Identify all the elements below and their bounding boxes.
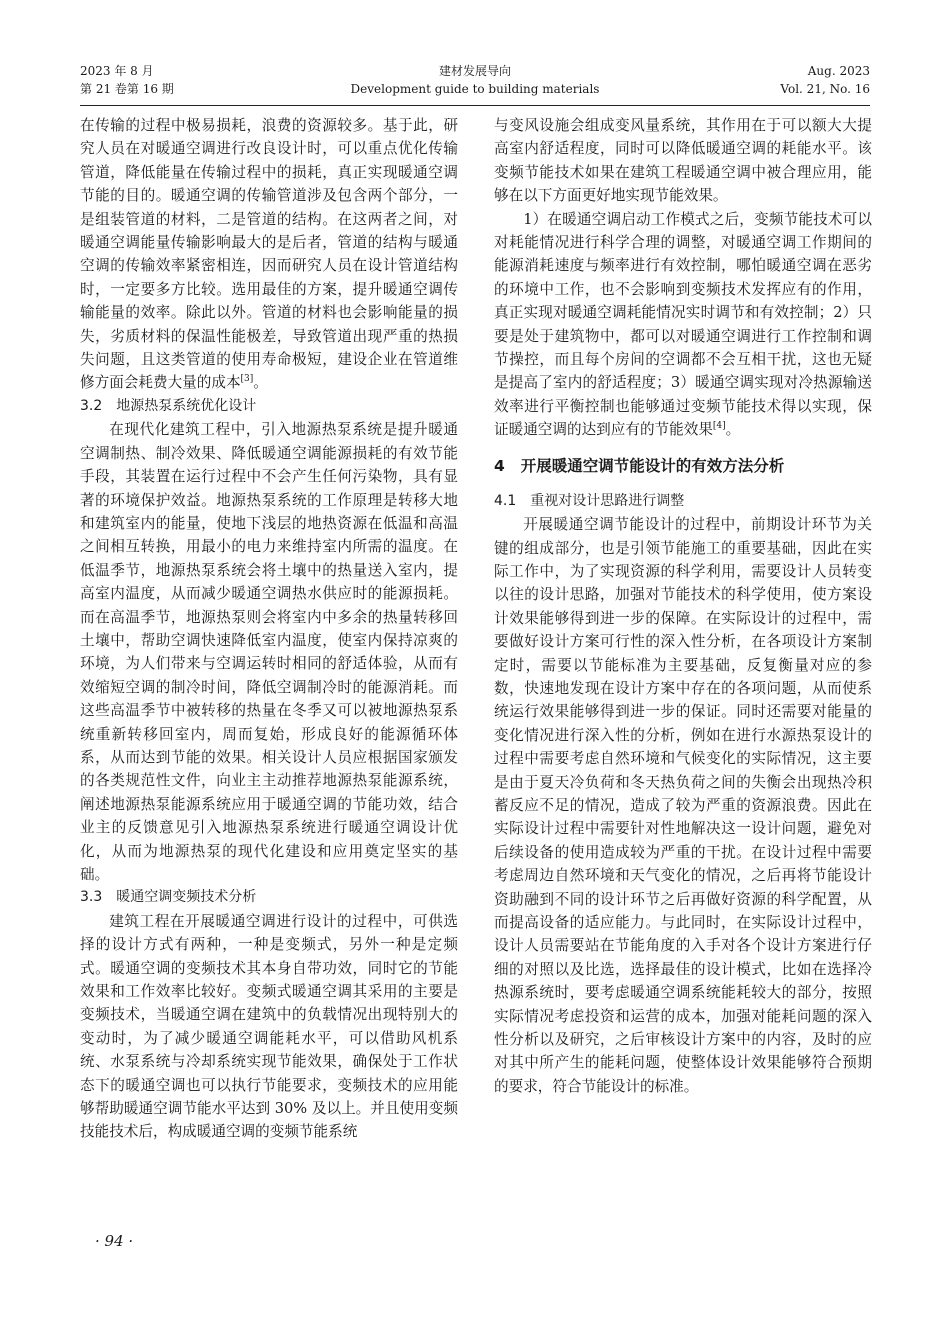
header-rule — [80, 105, 870, 106]
paragraph: 在现代化建筑工程中，引入地源热泵系统是提升暖通空调制热、制冷效果、降低暖通空调能源损耗的有效节能手段，其装置在运行过程中不会产生任何污染物，具有显著的环境保护效益。地源热泵系统的工作原理是转移大地和建筑室内的能量，使地下浅层的地热资源在低温和高温之间相互转换，用最小的电力来维持室内所需的温度。在低温季节，地源热泵系统会将土壤中的热量送入室内，提高室内温度，从而减少暖通空调热水供应时的能源损耗。而在高温季节，地源热泵则会将室内中多余的热量转移回土壤中，帮助空调快速降低室内温度，使室内保持凉爽的环境，为人们带来与空调运转时相同的舒适体验，从而有效缩短空调的制冷时间，降低空调制冷时的能源消耗。而这些高温季节中被转移的热量在冬季又可以被地源热泵系统重新转移回室内，周而复始，形成良好的能源循环体系，从而达到节能的效果。相关设计人员应根据国家颁发的各类规范性文件，向业主主动推荐地源热泵能源系统，阐述地源热泵能源系统应用于暖通空调的节能功效，结合业主的反馈意见引入地源热泵系统进行暖通空调设计优化，从而为地源热泵的现代化建设和应用奠定坚实的基础。 — [80, 421, 458, 883]
header-journal-cn: 建材发展导向 — [438, 64, 511, 78]
citation: [4] — [712, 421, 726, 432]
citation: [3] — [240, 374, 254, 385]
subsection-heading-4-1: 4.1 重视对设计思路进行调整 — [494, 492, 685, 509]
header-date: 2023 年 8 月 — [80, 64, 154, 78]
subsection-heading-3-3: 3.3 暖通空调变频技术分析 — [80, 889, 257, 906]
paragraph: 1）在暖通空调启动工作模式之后，变频节能技术可以对耗能情况进行科学合理的调整，对暖通空调工作期间的能源消耗速度与频率进行有效控制，哪怕暖通空调在恶劣的环境中工作，也不会影响到变频技术发挥应有的作用，真正实现对暖通空调耗能情况实时调节和有效控制；2）只要是处于建筑物中，都可以对暖通空调进行工作控制和调节操控，而且每个房间的空调都不会互相干扰，这也无疑是提高了室内的舒适程度；3）暖通空调实现对冷热源输送效率进行平衡控制也能够通过变频节能技术得以实现，保证暖通空调的达到应有的节能效果[4]。 — [494, 210, 872, 439]
subsection-heading-3-2: 3.2 地源热泵系统优化设计 — [80, 397, 257, 414]
running-header — [80, 62, 870, 106]
left-column — [80, 114, 458, 1144]
header-issue-info-en — [780, 62, 870, 98]
paragraph: 建筑工程在开展暖通空调进行设计的过程中，可供选择的设计方式有两种，一种是变频式，另外一种是定频式。暖通空调的变频技术其本身自带功效，同时它的节能效果和工作效率比较好。变频式暖通空调其采用的主要是变频技术，当暖通空调在建筑中的负载情况出现特别大的变动时，为了减少暖通空调能耗水平，可以借助风机系统、水泵系统与冷却系统实现节能效果，确保处于工作状态下的暖通空调也可以执行节能要求，变频技术的应用能够帮助暖通空调节能水平达到 30% 及以上。并且使用变频技能技术后，构成暖通空调的变频节能系统 — [80, 912, 458, 1141]
right-column — [494, 114, 872, 1098]
header-volume: 第 21 卷第 16 期 — [80, 82, 174, 96]
header-journal — [80, 62, 870, 98]
paragraph: 开展暖通空调节能设计的过程中，前期设计环节为关键的组成部分，也是引领节能施工的重要基础，因此在实际工作中，为了实现资源的科学利用，需要设计人员转变以往的设计思路，加强对节能技术的科学使用，使方案设计效果能够得到进一步的保障。在实际设计的过程中，需要做好设计方案可行性的深入性分析，在各项设计方案制定时，需要以节能标准为主要基础，反复衡量对应的参数，快速地发现在设计方案中存在的各项问题，从而使系统运行效果能够得到进一步的保证。同时还需要对能量的变化情况进行深入性的分析，例如在进行水源热泵设计的过程中需要考虑自然环境和气候变化的实际情况，这主要是由于夏天冷负荷和冬天热负荷之间的失衡会出现热冷积蓄反应不足的情况，造成了较为严重的资源浪费。因此在实际设计过程中需要针对性地解决这一设计问题，避免对后续设备的使用造成较为严重的干扰。在设计过程中需要考虑周边自然环境和天气变化的情况，之后再将节能设计资助融到不同的设计环节之后再做好资源的科学配置，从而提高设备的适应能力。与此同时，在实际设计过程中，设计人员需要站在节能角度的入手对各个设计方案进行仔细的对照以及比选，选择最佳的设计模式，比如在选择冷热源系统时，要考虑暖通空调系统能耗较大的部分，按照实际情况考虑投资和运营的成本，加强对能耗问题的深入性分析以及研究，之后审核设计方案中的内容，及时的应对其中所产生的能耗问题，使整体设计效果能够符合预期的要求，符合节能设计的标准。 — [494, 516, 872, 1095]
header-date-en: Aug. 2023 — [807, 64, 870, 78]
paragraph: 与变风设施会组成变风量系统，其作用在于可以额大大提高室内舒适程度，同时可以降低暖通空调的耗能水平。该变频节能技术如果在建筑工程暖通空调中被合理应用，能够在以下方面更好地实现节能效果。 — [494, 117, 872, 205]
header-volume-en: Vol. 21, No. 16 — [780, 82, 870, 96]
section-heading-4: 4 开展暖通空调节能设计的有效方法分析 — [494, 456, 785, 475]
paragraph: 在传输的过程中极易损耗，浪费的资源较多。基于此，研究人员在对暖通空调进行改良设计时，可以重点优化传输管道，降低能量在传输过程中的损耗，真正实现暖通空调节能的目的。暖通空调的传输管道涉及包含两个部分，一是组装管道的材料，二是管道的结构。在这两者之间，对暖通空调能量传输影响最大的是后者，管道的结构与暖通空调的传输效率紧密相连，因而研究人员在设计管道结构时，一定要多方比较。选用最佳的方案，提升暖通空调传输能量的效率。除此以外。管道的材料也会影响能量的损失，劣质材料的保温性能极差，导致管道出现严重的热损失问题，且这类管道的使用寿命极短，建设企业在管道维修方面会耗费大量的成本[3]。 — [80, 117, 458, 392]
header-journal-en: Development guide to building materials — [350, 82, 600, 96]
page-number: · 94 · — [95, 1232, 134, 1250]
